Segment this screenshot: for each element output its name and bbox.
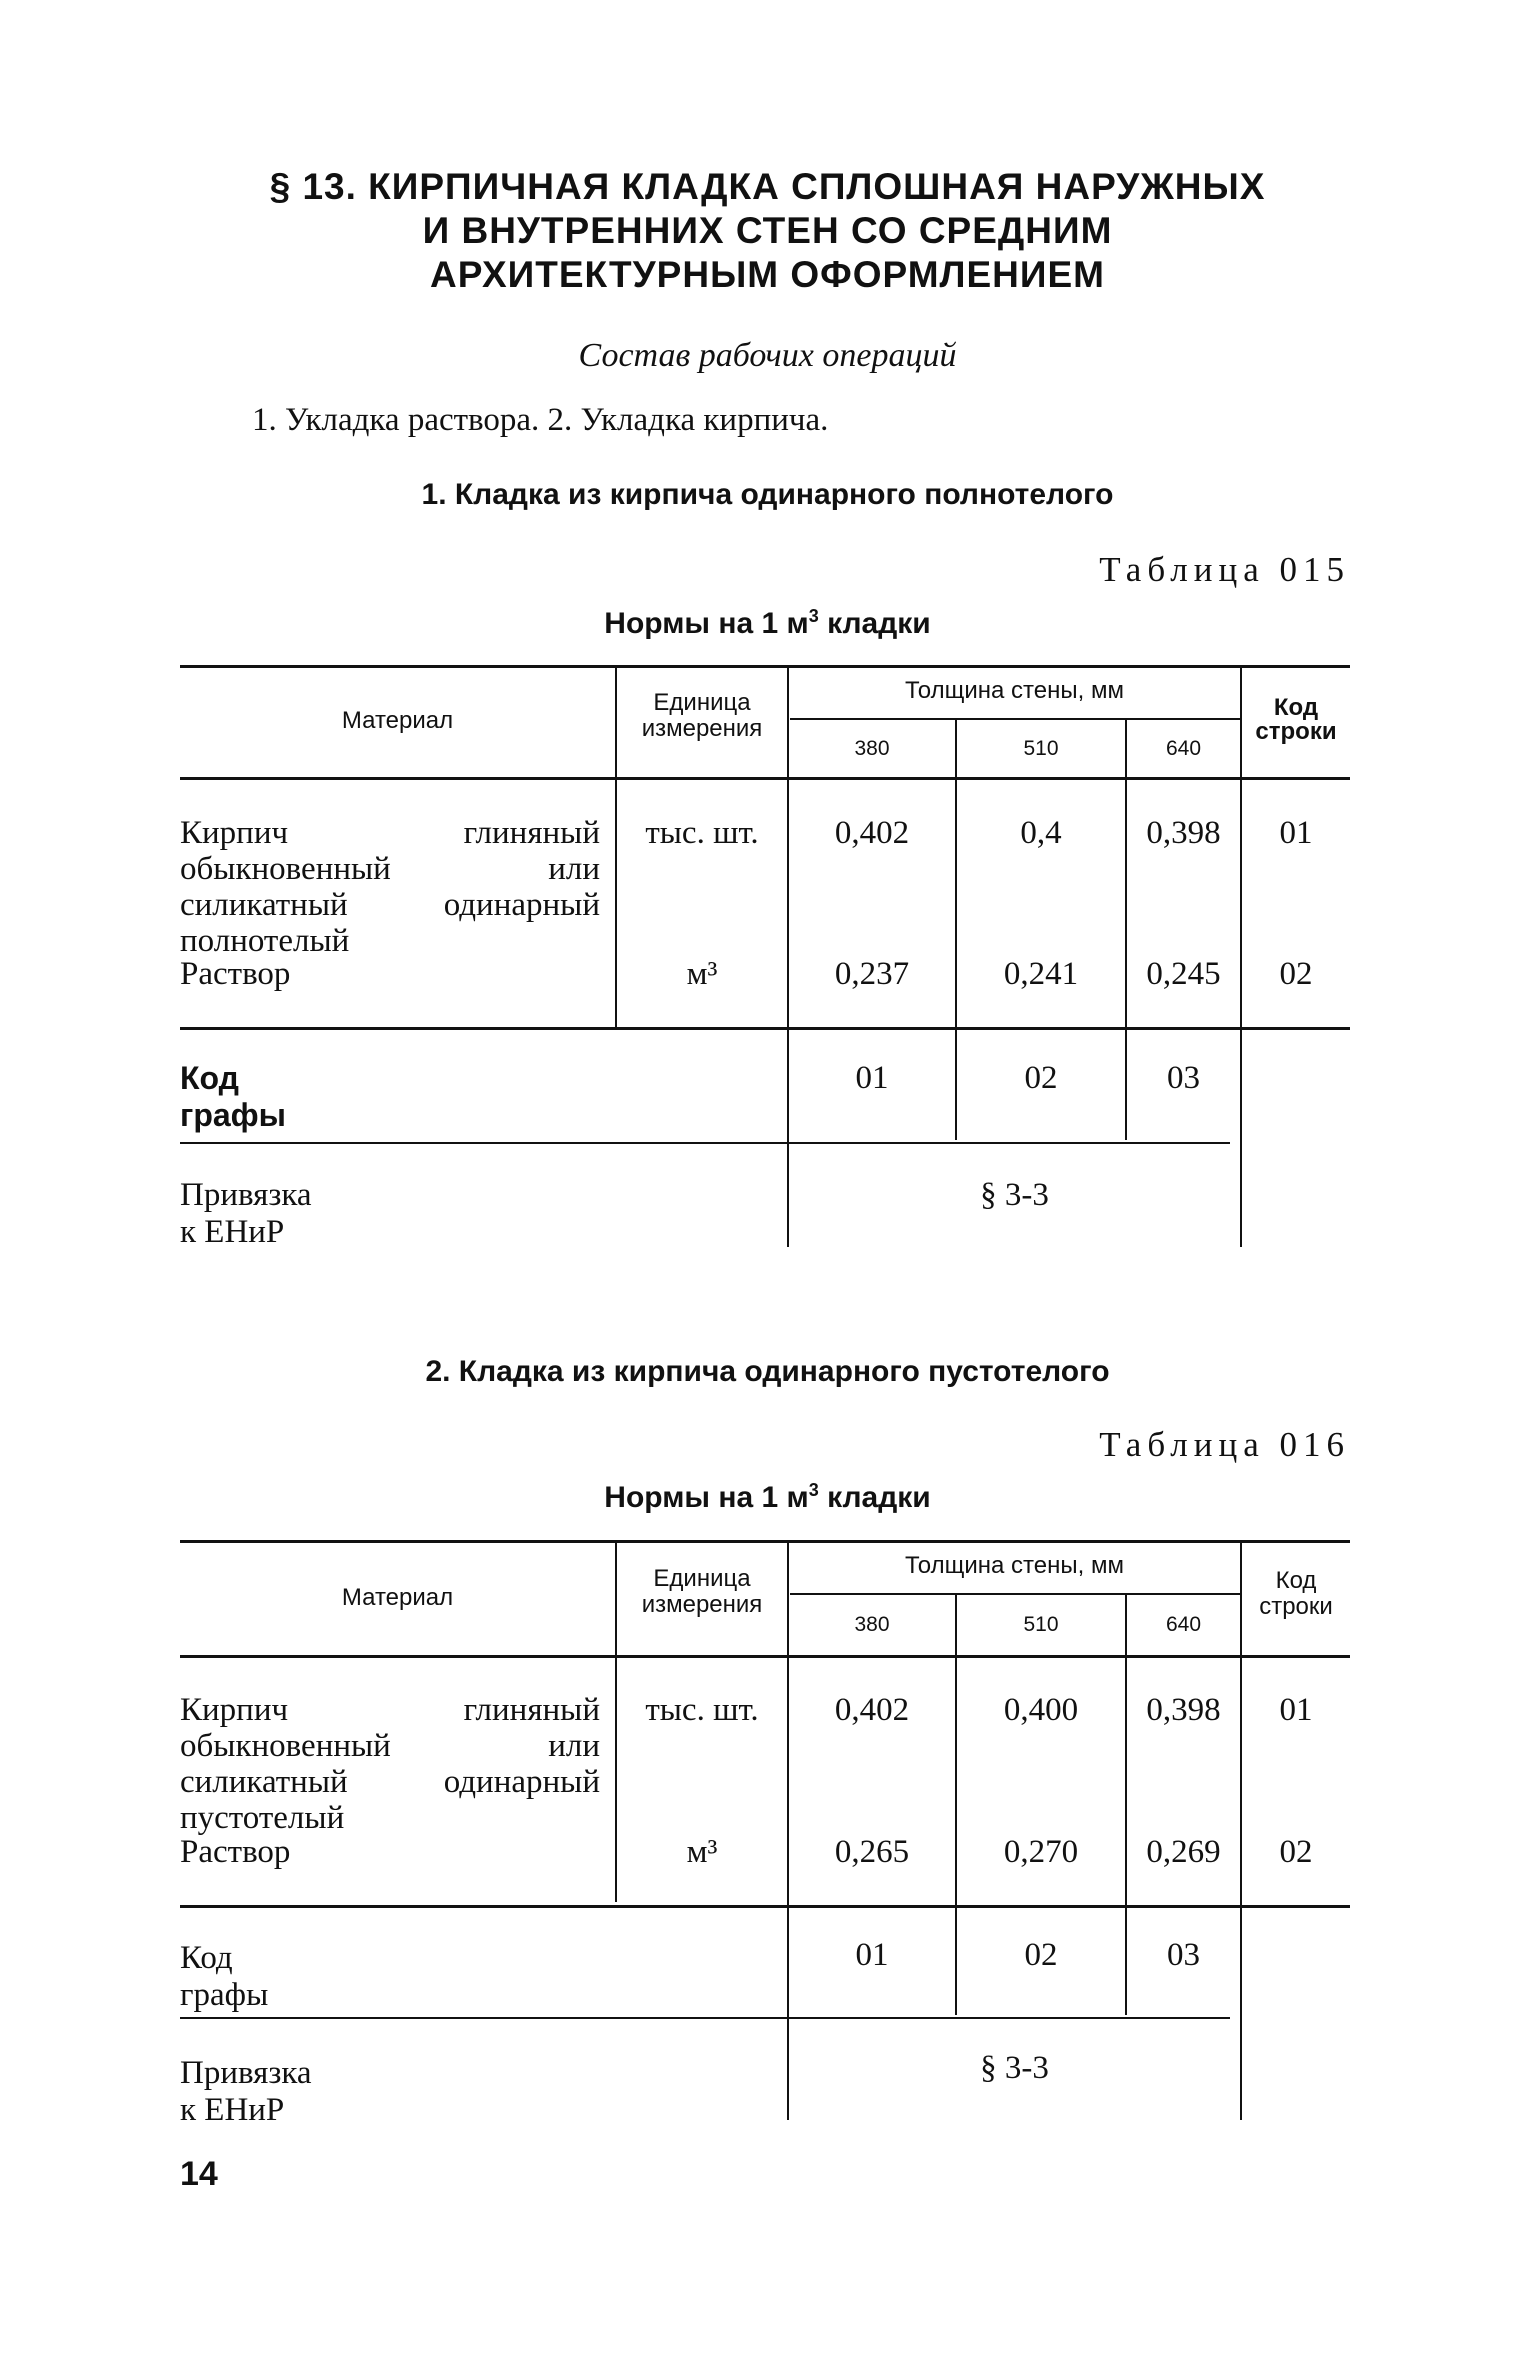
norms-prefix: Нормы на 1 м xyxy=(604,607,809,640)
table-2-norms-heading xyxy=(0,1480,1535,1515)
row-unit: м³ xyxy=(686,956,718,992)
row-value: 0,4 xyxy=(1020,815,1062,851)
table-2-label: Таблица 016 xyxy=(1099,1425,1350,1464)
row-value: 0,241 xyxy=(1003,956,1079,992)
row-value: 0,402 xyxy=(834,815,910,851)
table-divider xyxy=(1240,1542,1242,2120)
table-rule xyxy=(180,1905,1350,1908)
header-material: Материал xyxy=(341,707,454,734)
binding-value: § 3-3 xyxy=(980,2050,1049,2086)
graph-code: 01 xyxy=(855,1937,889,1973)
row-value: 0,265 xyxy=(834,1834,910,1870)
section-title-line: АРХИТЕКТУРНЫМ ОФОРМЛЕНИЕМ xyxy=(430,254,1105,295)
graph-code-label: Код графы xyxy=(180,1060,286,1133)
row-code: 01 xyxy=(1279,815,1313,851)
header-unit-line: Единица xyxy=(653,689,751,716)
row-unit: тыс. шт. xyxy=(645,1692,759,1728)
row-material: Кирпич глиняный обыкновенный или силикатный одинарный полнотелый xyxy=(180,815,600,959)
graph-code: 01 xyxy=(855,1060,889,1096)
row-unit: тыс. шт. xyxy=(645,815,759,851)
row-material: Раствор xyxy=(180,956,291,992)
row-code: 02 xyxy=(1279,956,1313,992)
row-value: 0,270 xyxy=(1003,1834,1079,1870)
binding-label: Привязка к ЕНиР xyxy=(180,1177,312,1250)
graph-code: 03 xyxy=(1167,1937,1200,1973)
header-unit-line: измерения xyxy=(641,715,763,742)
table-rule xyxy=(180,1142,1230,1144)
binding-label: Привязка к ЕНиР xyxy=(180,2055,312,2128)
section-title-line: § 13. КИРПИЧНАЯ КЛАДКА СПЛОШНАЯ НАРУЖНЫХ xyxy=(269,166,1266,207)
row-value: 0,400 xyxy=(1003,1692,1079,1728)
table-1-norms-heading xyxy=(0,606,1535,641)
header-col-380: 380 xyxy=(854,1613,890,1636)
row-value: 0,398 xyxy=(1146,1692,1221,1728)
binding-value: § 3-3 xyxy=(980,1177,1049,1213)
header-col-510: 510 xyxy=(1023,1613,1059,1636)
row-unit: м³ xyxy=(686,1834,718,1870)
section-title-line: И ВНУТРЕННИХ СТЕН СО СРЕДНИМ xyxy=(422,210,1113,251)
header-col-640: 640 xyxy=(1165,1613,1202,1636)
table-rule xyxy=(180,1027,1350,1030)
graph-code: 03 xyxy=(1167,1060,1200,1096)
table-rule xyxy=(180,2017,1230,2019)
norms-suffix: кладки xyxy=(818,607,931,640)
table-rule xyxy=(790,1593,1240,1595)
row-material: Кирпич глиняный обыкновенный или силикатный одинарный пустотелый xyxy=(180,1692,600,1836)
table-rule xyxy=(180,1540,1350,1543)
norms-sup: 3 xyxy=(808,1480,819,1500)
header-thickness: Толщина стены, мм xyxy=(905,1552,1124,1579)
section-title xyxy=(0,165,1535,297)
operations-text: 1. Укладка раствора. 2. Укладка кирпича. xyxy=(252,402,829,438)
page-number: 14 xyxy=(180,2155,218,2193)
header-col-380: 380 xyxy=(854,737,890,760)
header-material: Материал xyxy=(341,1584,454,1611)
row-code: 02 xyxy=(1279,1834,1313,1870)
header-unit xyxy=(617,690,787,742)
row-code: 01 xyxy=(1279,1692,1313,1728)
header-row-code xyxy=(1242,1568,1350,1620)
header-thickness: Толщина стены, мм xyxy=(905,677,1124,704)
table-rule xyxy=(180,1655,1350,1658)
graph-code-label: Код графы xyxy=(180,1940,269,2013)
norms-sup: 3 xyxy=(808,606,819,626)
norms-prefix: Нормы на 1 м xyxy=(604,1481,809,1514)
table-rule xyxy=(790,718,1240,720)
header-code-line: строки xyxy=(1259,1593,1333,1620)
header-unit xyxy=(617,1566,787,1618)
graph-code: 02 xyxy=(1024,1937,1058,1973)
row-material: Раствор xyxy=(180,1834,291,1870)
table-rule xyxy=(180,777,1350,780)
header-code-line: Код xyxy=(1273,694,1319,721)
graph-code: 02 xyxy=(1024,1060,1058,1096)
header-col-640: 640 xyxy=(1165,737,1202,760)
row-value: 0,402 xyxy=(834,1692,910,1728)
header-col-510: 510 xyxy=(1023,737,1059,760)
header-code-line: строки xyxy=(1255,718,1337,745)
norms-suffix: кладки xyxy=(818,1481,931,1514)
table-1-heading: 1. Кладка из кирпича одинарного полнотелого xyxy=(421,478,1114,511)
row-value: 0,269 xyxy=(1146,1834,1221,1870)
row-value: 0,237 xyxy=(834,956,910,992)
operations-heading: Состав рабочих операций xyxy=(578,337,957,374)
table-2-heading: 2. Кладка из кирпича одинарного пустотелого xyxy=(425,1355,1110,1388)
table-rule xyxy=(180,665,1350,668)
header-code-line: Код xyxy=(1275,1567,1317,1594)
row-value: 0,245 xyxy=(1146,956,1221,992)
table-1-label: Таблица 015 xyxy=(1099,550,1350,589)
header-row-code xyxy=(1242,696,1350,744)
row-value: 0,398 xyxy=(1146,815,1221,851)
header-unit-line: измерения xyxy=(641,1591,763,1618)
header-unit-line: Единица xyxy=(653,1565,751,1592)
